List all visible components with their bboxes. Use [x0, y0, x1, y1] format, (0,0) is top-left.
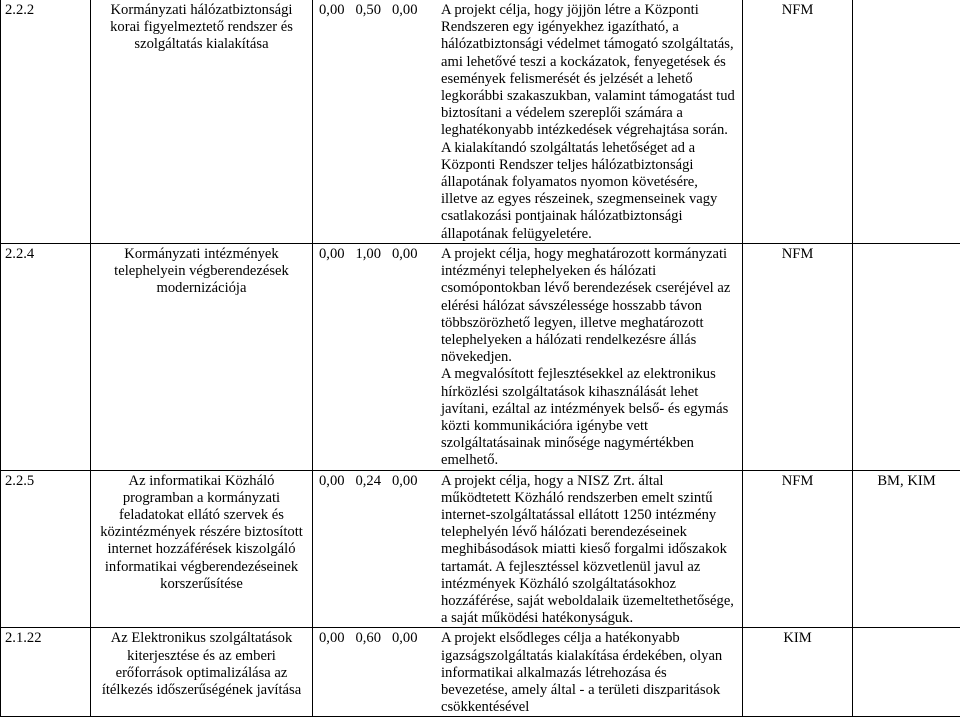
funding-values: 0,00 1,00 0,00 — [313, 244, 441, 470]
project-description-block — [441, 244, 742, 470]
table-row — [1, 628, 960, 717]
row-number: 2.2.2 — [1, 0, 91, 244]
row-number: 2.2.4 — [1, 244, 91, 471]
responsible-org: NFM — [743, 470, 853, 628]
funding-values: 0,00 0,24 0,00 — [313, 471, 441, 628]
partner-org — [853, 628, 960, 717]
project-description: A projekt célja, hogy meghatározott kormányzati intézményi telephelyeken és hálózati csomópontokban lévő berendezések cseréjével az elérési hálózat sávszélessége hosszabb távon többszörözhető legyen, illetve meghatározott telephelyeken a hálózati rendelkezésre állás növekedjen. — [441, 246, 736, 366]
project-description: A projekt elsődleges célja a hatékonyabb igazságszolgáltatás kialakítása érdekében, olyan informatikai alkalmazás létrehozása és bevezetése, amely által - a területi diszparitások csökkentésével — [441, 628, 742, 716]
responsible-org: KIM — [743, 628, 853, 717]
table-row — [1, 470, 960, 628]
partner-org: BM, KIM — [853, 470, 960, 628]
row-number: 2.2.5 — [1, 470, 91, 628]
project-title: Az informatikai Közháló programban a kormányzati feladatokat ellátó szervek és közintézmények részére biztosított internet hozzáférések kiszolgáló informatikai végberendezéseinek korszerűsítése — [91, 470, 313, 628]
funding-values: 0,00 0,60 0,00 — [313, 628, 441, 716]
row-number: 2.1.22 — [1, 628, 91, 717]
project-title: Kormányzati hálózatbiztonsági korai figyelmeztető rendszer és szolgáltatás kialakítása — [91, 0, 313, 244]
project-cell — [313, 244, 743, 471]
partner-org — [853, 0, 960, 244]
funding-values: 0,00 0,50 0,00 — [313, 0, 441, 243]
responsible-org: NFM — [743, 244, 853, 471]
project-title: Kormányzati intézmények telephelyein végberendezések modernizációja — [91, 244, 313, 471]
project-description-continued: A megvalósított fejlesztésekkel az elektronikus hírközlési szolgáltatások kihasználását lehet javítani, ezáltal az intézmények belső- és egymás közti kommunikációra igénybe vett szolgáltatásainak minősége nagymértékben emelhető. — [441, 366, 736, 469]
table-row — [1, 244, 960, 471]
project-title: Az Elektronikus szolgáltatások kiterjesztése és az emberi erőforrások optimalizálása az ítélkezés időszerűségének javítása — [91, 628, 313, 717]
table-row — [1, 0, 960, 244]
project-cell — [313, 628, 743, 717]
project-description: A projekt célja, hogy jöjjön létre a Központi Rendszeren egy igényekhez igazítható, a hálózatbiztonsági védelmet támogató szolgáltatás, ami lehetővé teszi a kockázatok, fenyegetések és események felismerését és jelzését a lehető legkorábbi szakaszukban, valamint támogatást tud biztosítani a védelem szereplői számára a leghatékonyabb intézkedések végrehajtása során. A kialakítandó szolgáltatás lehetőséget ad a Központi Rendszer teljes hálózatbiztonsági állapotának folyamatos nyomon követésére, illetve az egyes részeinek, szegmenseinek vagy csatlakozási pontjainak hálózatbiztonsági állapotának felügyeletére. — [441, 0, 742, 243]
project-description: A projekt célja, hogy a NISZ Zrt. által működtetett Közháló rendszerben emelt szintű internet-szolgáltatással ellátott 1250 intézmény telephelyén lévő hálózati berendezéseinek meghibásodások miatti kieső forgalmi időszakok tartamát. A fejlesztéssel közvetlenül javul az intézmények Közháló szolgáltatásokhoz hozzáférése, saját weboldalaik üzemeltethetősége, a saját működési hatékonyságuk. — [441, 471, 742, 628]
partner-org — [853, 244, 960, 471]
responsible-org: NFM — [743, 0, 853, 244]
project-cell — [313, 0, 743, 244]
project-cell — [313, 470, 743, 628]
